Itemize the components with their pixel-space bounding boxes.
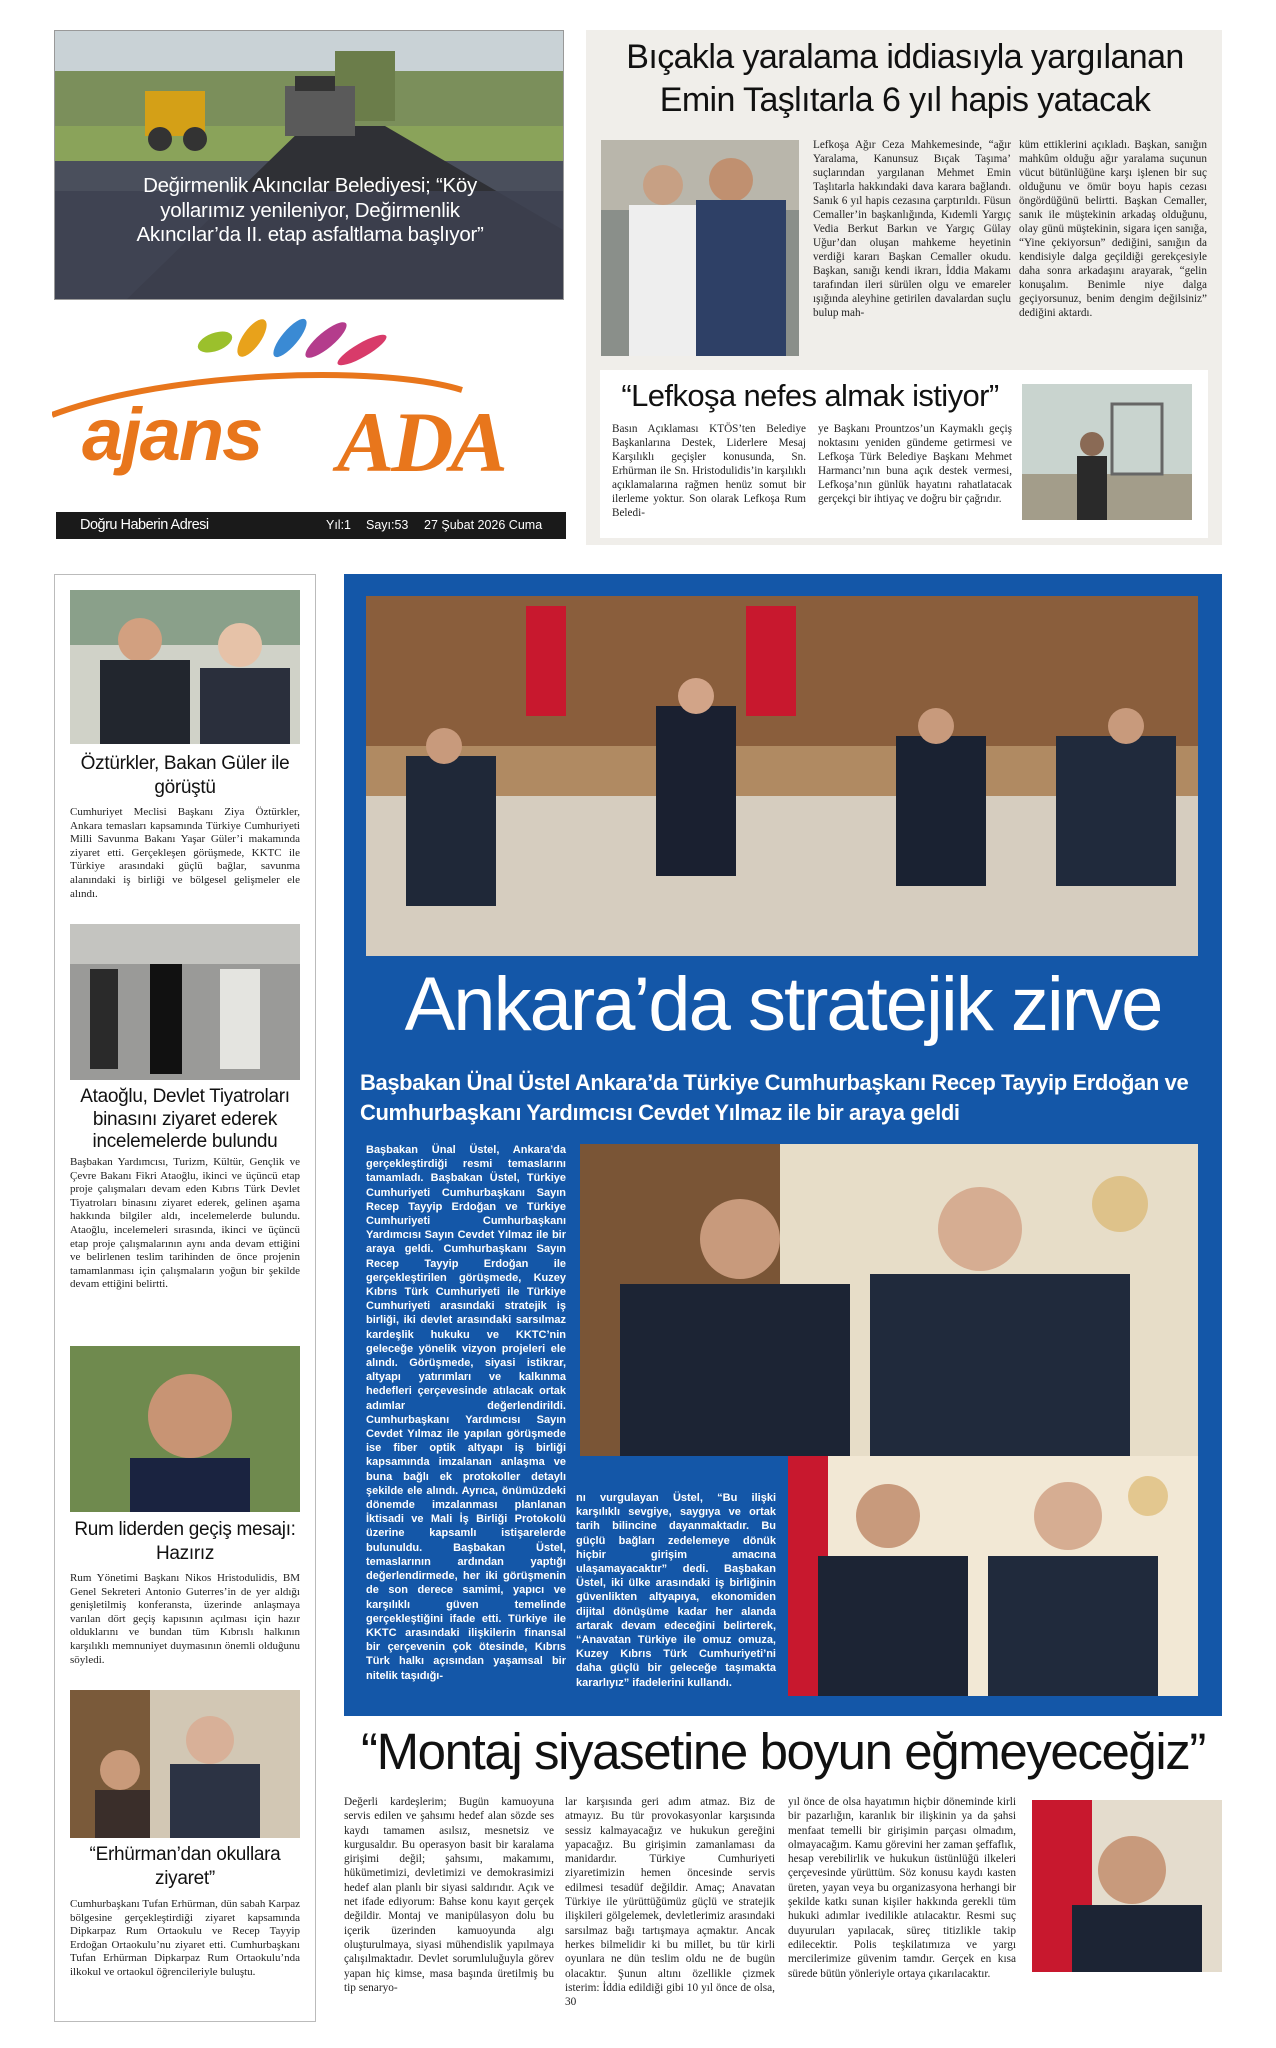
top-right-photo	[601, 140, 799, 356]
sidebar-photo-2	[70, 924, 300, 1080]
top-right-col1: Lefkoşa Ağır Ceza Mahkemesinde, “ağır Yaralama, Kanunsuz Bıçak Taşıma’ suçlarından yargılanan Mehmet Emin Taşlıtarla hakkındaki dava karara bağlandı. Sanık 6 yıl hapis cezasına çarptırıldı. Füsun Cemaller’in başkanlığında, Kıdemli Yargıç Vedia Berkut Barkın ve Yargıç Gülay Uğur’dan oluşan mahkeme heyetinin verdiği kararı Başkan Cemaller okudu. Başkan, sanığı kendi ikrarı, İddia Makamı tarafından ileri sürülen olgu ve emareler ışığında aleyhine getirilen davalardan suçlu bulup mah-	[813, 139, 1011, 319]
top-left-headline: Değirmenlik Akıncılar Belediyesi; “Köy yollarımız yenileniyor, Değirmenlik Akıncılar’da II. etap asfaltlama başlıyor”	[136, 174, 484, 246]
meeting-hall-photo	[366, 596, 1198, 956]
lefkosa-headline: “Lefkoşa nefes almak istiyor”	[621, 378, 999, 413]
main-handshake-photo	[580, 1144, 1198, 1456]
sidebar-text-4: Cumhurbaşkanı Tufan Erhürman, dün sabah Karpaz bölgesine gerçekleştirdiği ziyaret kapsamında Dipkarpaz Rum Ortaokulu ve Recep Tayyip Erdoğan Ortaokulu’nu ziyaret etti. Cumhurbaşkanı Tufan Erhürman Dipkarpaz Rum Ortaokulu’nda ilkokul ve ortaokul öğrencileriyle buluştu.	[70, 1898, 300, 1978]
lefkosa-photo	[1022, 384, 1192, 520]
top-left-photo-box	[54, 30, 564, 300]
main-subheadline: Başbakan Ünal Üstel Ankara’da Türkiye Cumhurbaşkanı Recep Tayyip Erdoğan ve Cumhurbaşkanı Yardımcısı Cevdet Yılmaz ile bir araya geldi	[360, 1070, 1189, 1125]
top-right-headline: Bıçakla yaralama iddiasıyla yargılanan Emin Taşlıtarla 6 yıl hapis yatacak	[626, 38, 1184, 119]
watchtower-photo	[1022, 384, 1192, 520]
lefkosa-col2: ye Başkanı Prountzos’un Kaymaklı geçiş noktasını yeniden gündeme getirmesi ve Lefkoşa Türk Belediye Başkanı Mehmet Harmancı’nın buna açık destek vermesi, Lefkoşa’nın günlük hayatını rahatlatacak gerçekçi bir ihtiyaç ve doğru bir çağrıdır.	[818, 423, 1012, 505]
main-top-photo	[366, 596, 1198, 956]
sidebar-photo-3	[70, 1346, 300, 1512]
main-col2: nı vurgulayan Üstel, “Bu ilişki karşılıklı sevgiye, saygıya ve ortak tarih bilincine dayanmaktadır. Bu güçlü bağları zedelemeye dönük hiçbir girişim amacına ulaşamayacaktır” dedi. Başbakan Üstel, iki ülke arasındaki iş birliğinin güvenlikten altyapıya, ekonomiden dijital dönüşüme kadar her alanda artarak devam edeceğini belirterek, “Anavatan Türkiye ile omuz omuza, Kuzey Kıbrıs Türk Cumhuriyeti’ni daha güçlü bir geleceğe taşımakta kararlıyız” ifadelerini kullandı.	[576, 1492, 776, 1689]
main-col1: Başbakan Ünal Üstel, Ankara’da gerçekleştirdiği resmi temaslarını tamamladı. Başbakan Üstel, Türkiye Cumhuriyeti Cumhurbaşkanı Sayın Recep Tayyip Erdoğan ve Türkiye Cumhuriyeti Cumhurbaşkanı Yardımcısı Sayın Cevdet Yılmaz ile bir araya geldi. Cumhurbaşkanı Sayın Recep Tayyip Erdoğan ile gerçekleştirilen görüşmede, Kuzey Kıbrıs Türk Cumhuriyeti ile Türkiye Cumhuriyeti arasındaki stratejik iş birliği, iki devlet arasındaki sarsılmaz kardeşlik hukuku ve KKTC’nin geleceğe yönelik vizyon projeleri ele alındı. Görüşmede, siyasi istikrar, altyapı yatırımları ve kalkınma hedefleri çerçevesinde atılacak ortak adımlar değerlendirildi. Cumhurbaşkanı Yardımcısı Sayın Cevdet Yılmaz ile yapılan görüşmede ise fiber optik altyapı iş birliği kapsamında imzalanan anlaşma ve buna bağlı ek protokoller detaylı şekilde ele alındı. Ayrıca, önümüzdeki dönemde imzalanması planlanan İktisadi ve Mali İş Birliği Protokolü üzerine kapsamlı istişarelerde bulunuldu. Başbakan Üstel, temaslarının ardından yaptığı değerlendirmede, her iki görüşmenin de son derece samimi, yapıcı ve karşılıklı güven temelinde gerçekleştiğini ifade etti. Türkiye ile KKTC arasındaki ilişkilerin finansal bir çerçevenin çok ötesinde, Kıbrıs Türk halkı açısından yaşamsal bir nitelik taşıdığı-	[366, 1144, 566, 1682]
sidebar-title-3: Rum liderden geçiş mesajı: Hazırız	[74, 1519, 296, 1564]
court-people-photo	[601, 140, 799, 356]
issue-number: Sayı:53	[366, 518, 409, 532]
logo-ada: ADA	[337, 394, 505, 490]
bottom-col3: yıl önce de olsa hayatımın hiçbir döneminde kirli bir pazarlığın, karanlık bir ilişkinin ya da şahsi menfaat temelli bir girişimin parçası olmadım, olmayacağım. Kamu görevini her zaman şeffaflık, hesap verebilirlik ve hukukun üstünlüğü ilkeleri çerçevesinde yürüttüm. Söz konusu kaydı kasten üreten, yayan veya bu organizasyona herhangi bir şekilde katkı sunan kişiler hakkında gerekli tüm hukuki adımlar ivedilikle atılacaktır. Resmi suç duyuruları yapılacak, süreç titizlikle takip edilecektir. Polis teşkilatımıza ve yargı mercilerimize güvenim tamdır. Gerçek en kısa sürede bütün yönleriyle ortaya çıkarılacaktır.	[788, 1796, 1016, 1980]
leaders-handshake-closeup-photo	[788, 1456, 1198, 1696]
leader-portrait-photo	[70, 1346, 300, 1512]
sidebar-title-2: Ataoğlu, Devlet Tiyatroları binasını ziyaret ederek incelemelerde bulundu	[80, 1086, 290, 1152]
sidebar-text-2: Başbakan Yardımcısı, Turizm, Kültür, Gençlik ve Çevre Bakanı Fikri Ataoğlu, ikinci ve üçüncü etap proje çalışmaları devam eden Kıbrıs Türk Devlet Tiyatroları binasını ziyaret ederek, gelinen aşama hakkında bilgiler aldı, incelemelerde bulundu. Ataoğlu, incelemeleri sırasında, ikinci ve üçüncü etap proje çalışmalarının aynı anda devam ettiğini ve belirlenen teslim tarihinden de önce projenin tamamlanması için çalışmaların yoğun bir şekilde devam ettiğini belirtti.	[70, 1156, 300, 1291]
sidebar-title-4: “Erhürman’dan okullara ziyaret”	[89, 1844, 281, 1889]
issue-year: Yıl:1	[326, 518, 352, 532]
lefkosa-col1: Basın Açıklaması KTÖS’ten Belediye Başkanlarına Destek, Liderlere Mesaj Karşılıklı geçişler konusunda, Sn. Erhürman ile Sn. Hristodulidis’in karşılıklı açıklamalarına rağmen henüz somut bir ilerleme yoktur. Son olarak Lefkoşa Rum Beledi-	[612, 423, 806, 519]
slogan: Doğru Haberin Adresi	[80, 517, 209, 533]
bottom-col2: lar karşısında geri adım atmaz. Biz de atmayız. Bu tür provokasyonlar karşısında sessiz kalmayacağız ve hukukun gereğini yapacağız. Bu girişimin zamanlaması da manidardır. Türkiye Cumhuriyeti ziyaretimizin hemen öncesinde servis edilmesi tesadüf değildir. Amaç; Anavatan Türkiye ile yürüttüğümüz güçlü ve stratejik ilişkileri gölgelemek, devletlerimiz arasındaki sarsılmaz bağı tartışmaya açmaktır. Ancak herkes bilmelidir ki bu millet, bu tür kirli oyunlara ne dün teslim oldu ne de bugün olacaktır. Şunun altını özellikle çizmek isterim: İddia edildiği gibi 10 yıl önce de olsa, 30	[565, 1796, 775, 2009]
sidebar-title-1: Öztürkler, Bakan Güler ile görüştü	[80, 753, 290, 798]
bottom-col1: Değerli kardeşlerim; Bugün kamuoyuna servis edilen ve şahsımı hedef alan sözde ses kaydı tamamen asılsız, mesnetsiz ve kurgusaldır. Bu operasyon basit bir karalama girişimi değil; şahsımı, makamımı, hükümetimizi, devletimizi ve demokrasimizi hedef alan planlı bir siyasi saldırıdır. Açık ve net ifade ediyorum: Bahse konu kayıt gerçek değildir. Montaj ve manipülasyon dolu bu içerik üzerinden kamuoyunda algı oluşturulmaya, siyasi mühendislik yapılmaya çalışılmaktadır. Devlet sorumluluğuyla görev yapan hiç kimse, masa başında üretilmiş bu tip senaryo-	[344, 1796, 554, 1994]
sidebar-text-3: Rum Yönetimi Başkanı Nikos Hristodulidis, BM Genel Sekreteri Antonio Guterres’in de yer aldığı genişletilmiş konferansta, üzerinde anlaşmaya varılan dört geçiş kapısının açılması için hazır olduklarını ve bundan tüm Kıbrıslı halkının karşılıklı memnuniyet duymasının önemli olduğunu söyledi.	[70, 1572, 300, 1666]
prime-minister-portrait-photo	[1032, 1800, 1222, 1972]
leaders-handshake-photo	[580, 1144, 1198, 1456]
masthead	[52, 310, 566, 545]
main-headline: Ankara’da stratejik zirve	[404, 962, 1162, 1047]
sidebar-photo-1	[70, 590, 300, 744]
masthead-bar	[56, 512, 566, 539]
main-second-photo	[788, 1456, 1198, 1696]
handshake-photo	[70, 590, 300, 744]
sidebar-text-1: Cumhuriyet Meclisi Başkanı Ziya Öztürkler, Ankara temasları kapsamında Türkiye Cumhuriyeti Milli Savunma Bakanı Yaşar Güler’i makamında ziyaret etti. Gerçekleşen görüşmede, KKTC ile Türkiye arasındaki güçlü bağlar, savunma alanındaki iş birliği ve bölgesel gelişmeler ele alındı.	[70, 806, 300, 900]
road-paving-photo	[55, 31, 564, 300]
issue-date: 27 Şubat 2026 Cuma	[424, 518, 543, 532]
sidebar-photo-4	[70, 1690, 300, 1838]
bottom-photo	[1032, 1800, 1222, 1972]
bottom-headline: “Montaj siyasetine boyun eğmeyeceğiz”	[361, 1723, 1205, 1780]
logo-ajans: ajans	[82, 393, 262, 476]
school-visit-photo	[70, 1690, 300, 1838]
theater-visit-photo	[70, 924, 300, 1080]
top-right-col2: küm ettiklerini açıkladı. Başkan, sanığın mahkûm olduğu ağır yaralama suçunun vücut bütünlüğüne karşı işlenen bir suç olduğunu ve ömür boyu hapis cezası öngördüğünü belirtti. Başkan Cemaller, sanık ile müştekinin arkadaş olduğunu, olay günü müştekinin, sigara içen sanığa, “Yine çekiyorsun” dediğini, sanığın da kendisiyle dalga geçildiği gerekçesiyle daha sonra arkadaşını arayarak, “gelin konuşalım. Benimle niye dalga geçiyorsunuz, benim dengim değilsiniz” dediğini aktardı.	[1019, 139, 1207, 319]
